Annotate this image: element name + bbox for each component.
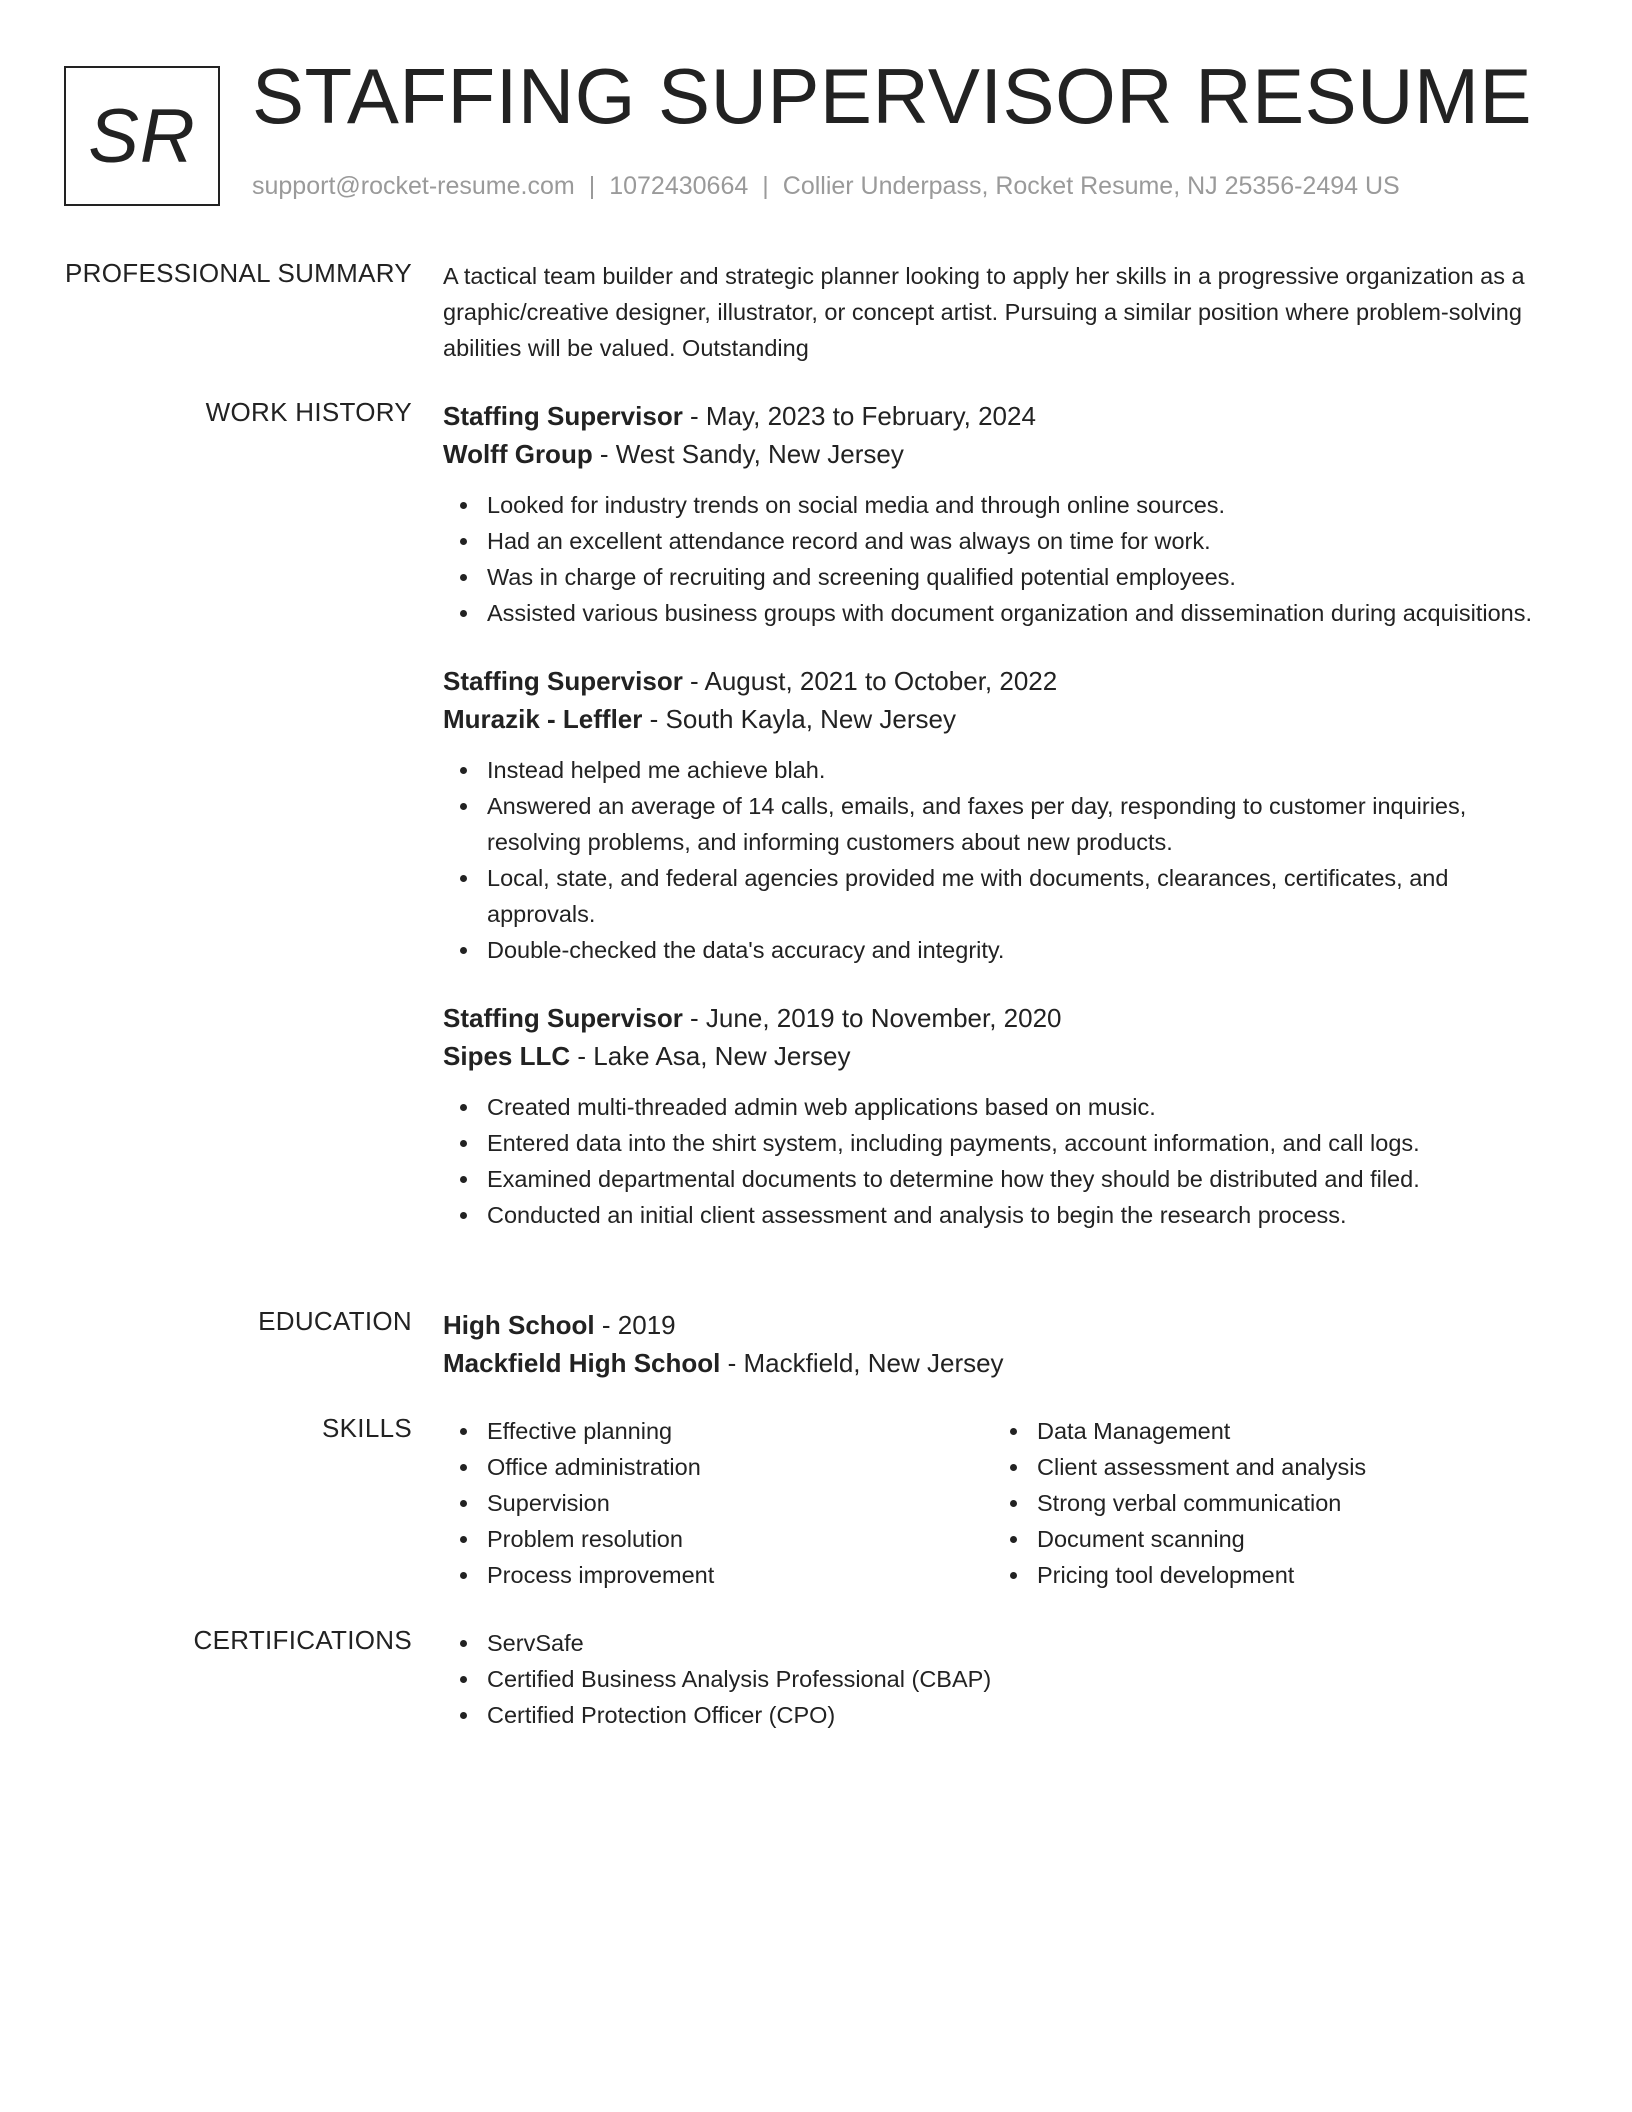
skills-columns [443, 1413, 1543, 1593]
contact-address: Collier Underpass, Rocket Resume, NJ 25356-2494 US [782, 172, 1400, 200]
work-history-body [443, 397, 1543, 1233]
job-dates: - June, 2019 to November, 2020 [682, 1003, 1062, 1033]
job-company-line [443, 435, 1543, 473]
job-bullet: Double-checked the data's accuracy and integrity. [487, 932, 1543, 968]
contact-separator: | [762, 172, 769, 200]
job-title: Staffing Supervisor [443, 401, 683, 431]
job-bullet: Answered an average of 14 calls, emails, and faxes per day, responding to customer inquiries, resolving problems, and informing customers about new products. [487, 788, 1543, 860]
job-title-line [443, 397, 1543, 435]
section-heading-certifications: CERTIFICATIONS [193, 1625, 412, 1655]
summary-text: A tactical team builder and strategic planner looking to apply her skills in a progressive organization as a graphic/creative designer, illustrator, or concept artist. Pursuing a similar position where problem-solving abilities will be valued. Outstanding [443, 263, 1525, 361]
job-bullet: Assisted various business groups with document organization and dissemination during acquisitions. [487, 595, 1543, 631]
education-location: - Mackfield, New Jersey [720, 1348, 1004, 1378]
skill-item: Process improvement [487, 1557, 993, 1593]
summary-body [443, 258, 1543, 366]
job-bullet: Created multi-threaded admin web applications based on music. [487, 1089, 1543, 1125]
section-heading-summary: PROFESSIONAL SUMMARY [65, 258, 412, 288]
job-dates: - August, 2021 to October, 2022 [682, 666, 1058, 696]
contact-phone[interactable]: 1072430664 [609, 172, 749, 200]
job-bullet: Entered data into the shirt system, including payments, account information, and call logs. [487, 1125, 1543, 1161]
education-body [443, 1306, 1543, 1382]
job-entry [443, 662, 1543, 968]
job-bullet: Looked for industry trends on social media and through online sources. [487, 487, 1543, 523]
skills-list-left [443, 1413, 993, 1593]
certifications-body [443, 1625, 1543, 1733]
job-title: Staffing Supervisor [443, 1003, 683, 1033]
job-dates: - May, 2023 to February, 2024 [682, 401, 1036, 431]
job-bullet: Was in charge of recruiting and screening qualified potential employees. [487, 559, 1543, 595]
education-school-line [443, 1344, 1543, 1382]
skill-item: Data Management [1037, 1413, 1543, 1449]
education-degree: High School [443, 1310, 595, 1340]
skill-item: Strong verbal communication [1037, 1485, 1543, 1521]
section-heading-work-history: WORK HISTORY [205, 397, 412, 427]
job-title: Staffing Supervisor [443, 666, 683, 696]
monogram-initials: SR [88, 93, 196, 179]
certification-item: ServSafe [487, 1625, 1543, 1661]
education-degree-line [443, 1306, 1543, 1344]
job-location: - West Sandy, New Jersey [592, 439, 904, 469]
section-heading-education: EDUCATION [258, 1306, 412, 1336]
job-entry [443, 397, 1543, 631]
skill-item: Supervision [487, 1485, 993, 1521]
job-company: Murazik - Leffler [443, 704, 643, 734]
skill-item: Effective planning [487, 1413, 993, 1449]
skill-item: Document scanning [1037, 1521, 1543, 1557]
job-company-line [443, 1037, 1543, 1075]
certifications-list [443, 1625, 1543, 1733]
job-bullet: Examined departmental documents to determine how they should be distributed and filed. [487, 1161, 1543, 1197]
skill-item: Problem resolution [487, 1521, 993, 1557]
job-bullet: Instead helped me achieve blah. [487, 752, 1543, 788]
skills-body [443, 1413, 1543, 1593]
skills-list-right [993, 1413, 1543, 1593]
skill-item: Client assessment and analysis [1037, 1449, 1543, 1485]
job-bullets [443, 487, 1543, 631]
job-bullet: Conducted an initial client assessment and analysis to begin the research process. [487, 1197, 1543, 1233]
certification-item: Certified Protection Officer (CPO) [487, 1697, 1543, 1733]
education-year: - 2019 [594, 1310, 676, 1340]
contact-line [252, 172, 1400, 201]
contact-separator: | [588, 172, 596, 200]
job-title-line [443, 999, 1543, 1037]
resume-title: STAFFING SUPERVISOR RESUME [252, 52, 1532, 140]
certification-item: Certified Business Analysis Professional (CBAP) [487, 1661, 1543, 1697]
job-company: Wolff Group [443, 439, 593, 469]
job-entry [443, 999, 1543, 1233]
skill-item: Office administration [487, 1449, 993, 1485]
monogram-box [64, 66, 220, 206]
job-bullets [443, 752, 1543, 968]
job-location: - South Kayla, New Jersey [642, 704, 956, 734]
contact-email[interactable]: support@rocket-resume.com [252, 172, 575, 200]
job-bullet: Local, state, and federal agencies provided me with documents, clearances, certificates, and approvals. [487, 860, 1543, 932]
job-location: - Lake Asa, New Jersey [570, 1041, 851, 1071]
skill-item: Pricing tool development [1037, 1557, 1543, 1593]
job-company-line [443, 700, 1543, 738]
job-title-line [443, 662, 1543, 700]
section-heading-skills: SKILLS [322, 1413, 412, 1443]
job-company: Sipes LLC [443, 1041, 571, 1071]
education-school: Mackfield High School [443, 1348, 721, 1378]
job-bullet: Had an excellent attendance record and was always on time for work. [487, 523, 1543, 559]
job-bullets [443, 1089, 1543, 1233]
